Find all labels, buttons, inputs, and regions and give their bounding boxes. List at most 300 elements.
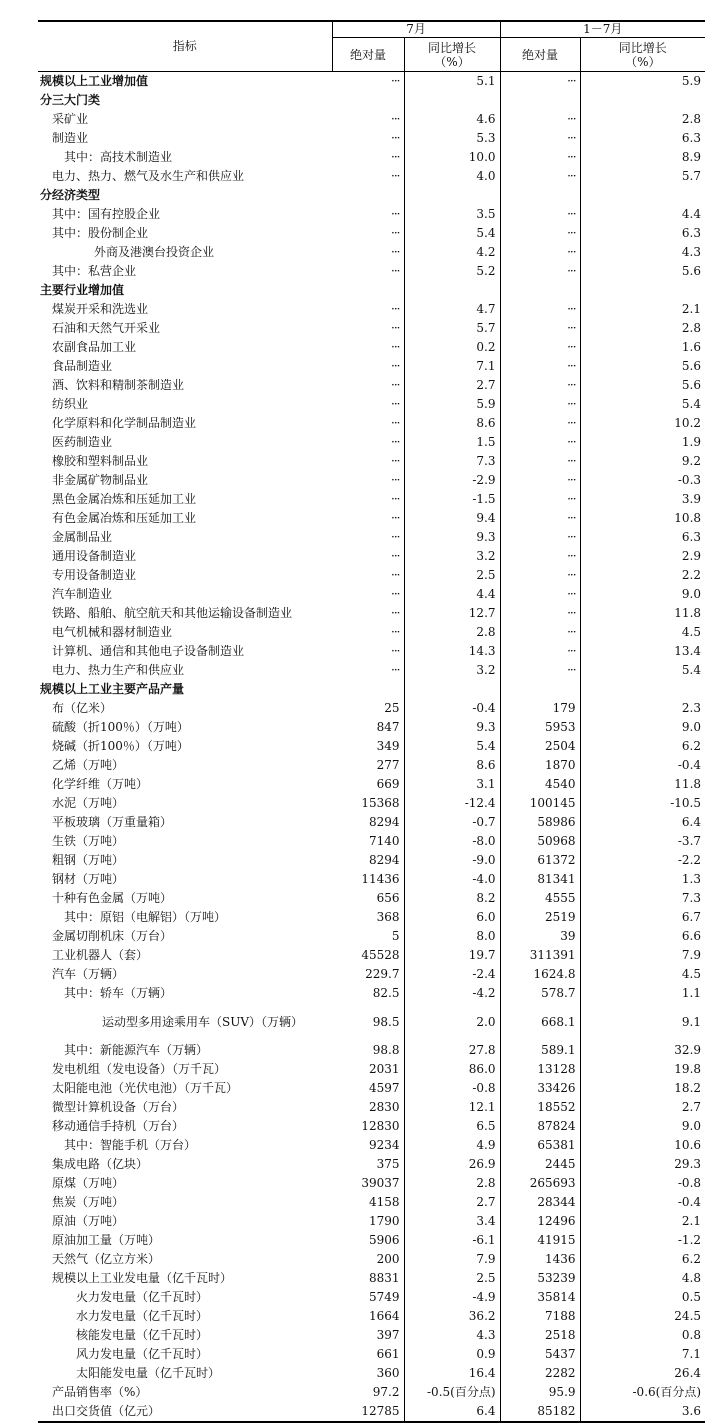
month-absolute-value: ··· [332,642,404,661]
month-absolute-value: 98.8 [332,1041,404,1060]
month-yoy-growth: 12.1 [404,1098,500,1117]
ytd-yoy-growth: 10.6 [674,1138,702,1152]
month-absolute-value: 5906 [332,1231,404,1250]
ytd-yoy-growth: 2.8 [681,112,702,126]
month-absolute-value: 8831 [332,1269,404,1288]
month-absolute-value: ··· [332,566,404,585]
month-yoy-growth: 1.5 [404,433,500,452]
table-row [38,737,705,756]
row-indicator-name: 黑色金属冶炼和压延加工业 [52,492,197,506]
header-period-month: 7月 [332,21,500,38]
month-absolute-value: 15368 [332,794,404,813]
month-yoy-growth: 5.9 [404,395,500,414]
month-yoy-growth: 8.6 [404,756,500,775]
table-row [38,1212,705,1231]
ytd-yoy-growth: 3.6 [681,1404,702,1418]
ytd-yoy-growth: 5.6 [681,264,702,278]
ytd-absolute-value: 311391 [500,946,580,965]
table-row [38,1307,705,1326]
ytd-yoy-growth: 1.1 [681,986,702,1000]
month-yoy-growth: 5.4 [404,737,500,756]
row-indicator-name: 其中：原铝（电解铝）（万吨） [64,910,227,924]
table-row [38,1079,705,1098]
row-indicator-name: 原煤（万吨） [52,1176,125,1190]
month-absolute-value [332,281,404,300]
ytd-absolute-value: ··· [500,262,580,281]
row-indicator-name: 主要行业增加值 [40,283,125,297]
month-absolute-value: ··· [332,319,404,338]
table-row [38,927,705,946]
ytd-yoy-growth: 9.0 [681,587,702,601]
ytd-absolute-value: 1624.8 [500,965,580,984]
month-yoy-growth: 86.0 [404,1060,500,1079]
ytd-yoy-growth: 9.0 [681,720,702,734]
row-indicator-name: 分三大门类 [40,93,101,107]
month-yoy-growth: -2.9 [404,471,500,490]
row-indicator-name: 有色金属冶炼和压延加工业 [52,511,197,525]
table-row [38,984,705,1003]
month-absolute-value: ··· [332,129,404,148]
ytd-absolute-value: ··· [500,452,580,471]
ytd-absolute-value: ··· [500,167,580,186]
ytd-yoy-growth: -3.7 [677,834,702,848]
ytd-yoy-growth: 32.9 [674,1043,702,1057]
ytd-absolute-value: 668.1 [500,1003,580,1041]
month-yoy-growth: 5.4 [404,224,500,243]
row-indicator-name: 布（亿米） [52,701,113,715]
table-row [38,357,705,376]
table-row [38,1193,705,1212]
row-indicator-name: 移动通信手持机（万台） [52,1119,185,1133]
header-yoy-month: 同比增长 （%） [404,38,500,72]
row-indicator-name: 煤炭开采和洗选业 [52,302,149,316]
month-yoy-growth: 7.9 [404,1250,500,1269]
ytd-yoy-growth: 4.8 [681,1271,702,1285]
table-row [38,566,705,585]
month-absolute-value: 39037 [332,1174,404,1193]
ytd-absolute-value: ··· [500,357,580,376]
month-yoy-growth: 2.7 [404,1193,500,1212]
ytd-absolute-value: 58986 [500,813,580,832]
row-indicator-name: 水力发电量（亿千瓦时） [76,1309,209,1323]
row-indicator-name: 规模以上工业发电量（亿千瓦时） [52,1271,233,1285]
ytd-yoy-growth: -0.8 [677,1176,702,1190]
month-absolute-value: ··· [332,661,404,680]
ytd-yoy-growth: 9.2 [681,454,702,468]
ytd-yoy-growth: 0.8 [681,1328,702,1342]
table-row [38,547,705,566]
ytd-yoy-growth: 2.1 [681,302,702,316]
month-absolute-value: ··· [332,414,404,433]
row-indicator-name [38,1003,332,1041]
month-absolute-value: ··· [332,490,404,509]
ytd-absolute-value: 33426 [500,1079,580,1098]
ytd-yoy-growth: 29.3 [674,1157,702,1171]
month-yoy-growth: 3.5 [404,205,500,224]
ytd-absolute-value: 4540 [500,775,580,794]
row-indicator-name: 水泥（万吨） [52,796,125,810]
ytd-absolute-value: ··· [500,547,580,566]
month-yoy-growth: 14.3 [404,642,500,661]
row-indicator-name: 集成电路（亿块） [52,1157,149,1171]
row-indicator-name: 外商及港澳台投资企业 [94,245,215,259]
table-row [38,965,705,984]
row-indicator-name: 风力发电量（亿千瓦时） [76,1347,209,1361]
ytd-absolute-value: ··· [500,338,580,357]
month-absolute-value: ··· [332,110,404,129]
ytd-yoy-growth: -0.6(百分点) [632,1385,702,1399]
table-row [38,661,705,680]
month-yoy-growth: 4.6 [404,110,500,129]
table-row [38,604,705,623]
row-indicator-name: 平板玻璃（万重量箱） [52,815,173,829]
row-indicator-name: 原油加工量（万吨） [52,1233,161,1247]
row-indicator-name: 太阳能发电量（亿千瓦时） [76,1366,221,1380]
month-absolute-value: 1664 [332,1307,404,1326]
month-yoy-growth: 6.5 [404,1117,500,1136]
table-row [38,1060,705,1079]
ytd-yoy-growth [580,186,705,205]
ytd-yoy-growth: 9.1 [681,1014,702,1029]
table-row [38,300,705,319]
ytd-yoy-growth: 5.6 [681,378,702,392]
month-absolute-value: ··· [332,148,404,167]
row-indicator-name: 铁路、船舶、航空航天和其他运输设备制造业 [52,606,293,620]
ytd-yoy-growth: 11.8 [674,777,702,791]
section-row [38,186,705,205]
month-yoy-growth: 5.3 [404,129,500,148]
month-yoy-growth: 4.4 [404,585,500,604]
row-indicator-name: 化学原料和化学制品制造业 [52,416,197,430]
table-row [38,908,705,927]
month-yoy-growth: 3.2 [404,661,500,680]
row-indicator-name: 烧碱（折100％）（万吨） [52,739,189,753]
month-yoy-growth: -4.9 [404,1288,500,1307]
month-yoy-growth: 2.8 [404,1174,500,1193]
month-yoy-growth: 2.0 [404,1003,500,1041]
row-indicator-name: 太阳能电池（光伏电池）（万千瓦） [52,1081,239,1095]
table-row [38,1326,705,1345]
month-yoy-growth: 3.2 [404,547,500,566]
ytd-yoy-growth: 2.2 [681,568,702,582]
ytd-yoy-growth: -2.2 [677,853,702,867]
table-row [38,433,705,452]
ytd-absolute-value: 13128 [500,1060,580,1079]
month-absolute-value: ··· [332,262,404,281]
month-absolute-value: 11436 [332,870,404,889]
ytd-yoy-growth: 5.4 [681,397,702,411]
row-indicator-name: 电力、热力、燃气及水生产和供应业 [52,169,245,183]
row-indicator-name: 钢材（万吨） [52,872,125,886]
header-period-ytd: 1－7月 [500,21,705,38]
section-row [38,91,705,110]
ytd-yoy-growth: 6.4 [681,815,702,829]
table-row [38,148,705,167]
ytd-yoy-growth: 4.4 [681,207,702,221]
section-row [38,281,705,300]
month-absolute-value: ··· [332,357,404,376]
month-absolute-value [332,186,404,205]
month-absolute-value: 82.5 [332,984,404,1003]
month-absolute-value: 7140 [332,832,404,851]
month-yoy-growth: 3.4 [404,1212,500,1231]
month-absolute-value: ··· [332,528,404,547]
row-indicator-name: 金属制品业 [52,530,113,544]
statistics-table-container [38,20,705,1423]
table-row [38,718,705,737]
table-row [38,642,705,661]
ytd-absolute-value: 95.9 [500,1383,580,1402]
month-absolute-value: 8294 [332,851,404,870]
ytd-absolute-value: 28344 [500,1193,580,1212]
month-absolute-value: 9234 [332,1136,404,1155]
month-absolute-value: ··· [332,452,404,471]
ytd-yoy-growth: 3.9 [681,492,702,506]
row-indicator-name: 核能发电量（亿千瓦时） [76,1328,209,1342]
row-indicator-name-text: 运动型多用途乘用车（SUV）（万辆） [102,1015,304,1029]
month-yoy-growth: 2.8 [404,623,500,642]
month-yoy-growth: -6.1 [404,1231,500,1250]
month-yoy-growth: -9.0 [404,851,500,870]
table-row [38,946,705,965]
ytd-absolute-value: 5437 [500,1345,580,1364]
month-yoy-growth: 5.7 [404,319,500,338]
table-row [38,623,705,642]
ytd-yoy-growth: 2.9 [681,549,702,563]
ytd-yoy-growth: 7.3 [681,891,702,905]
row-indicator-name: 规模以上工业主要产品产量 [40,682,185,696]
month-absolute-value: 5749 [332,1288,404,1307]
row-indicator-name: 汽车制造业 [52,587,113,601]
ytd-yoy-growth: 1.3 [681,872,702,886]
ytd-absolute-value: 81341 [500,870,580,889]
row-indicator-name: 天然气（亿立方米） [52,1252,161,1266]
ytd-absolute-value: ··· [500,414,580,433]
table-row [38,509,705,528]
table-row [38,1098,705,1117]
table-row [38,490,705,509]
row-indicator-name: 生铁（万吨） [52,834,125,848]
ytd-yoy-growth: 5.9 [681,74,702,88]
table-row [38,376,705,395]
ytd-yoy-growth: 2.8 [681,321,702,335]
ytd-absolute-value: 53239 [500,1269,580,1288]
row-indicator-name: 非金属矿物制品业 [52,473,149,487]
row-indicator-name: 电力、热力生产和供应业 [52,663,185,677]
table-row [38,319,705,338]
table-row [38,756,705,775]
month-absolute-value: 847 [332,718,404,737]
month-yoy-growth: -12.4 [404,794,500,813]
month-absolute-value: ··· [332,205,404,224]
ytd-absolute-value: 85182 [500,1402,580,1422]
ytd-yoy-growth: 6.3 [681,226,702,240]
month-yoy-growth: 0.2 [404,338,500,357]
ytd-absolute-value: 1870 [500,756,580,775]
ytd-absolute-value: 7188 [500,1307,580,1326]
ytd-absolute-value [500,680,580,699]
header-abs-ytd: 绝对量 [500,38,580,72]
ytd-absolute-value: 87824 [500,1117,580,1136]
month-yoy-growth: 9.3 [404,718,500,737]
row-indicator-name: 采矿业 [52,112,89,126]
month-absolute-value: 349 [332,737,404,756]
ytd-absolute-value: 578.7 [500,984,580,1003]
month-absolute-value: 12830 [332,1117,404,1136]
month-yoy-growth [404,680,500,699]
table-row [38,1231,705,1250]
ytd-yoy-growth: 19.8 [674,1062,702,1076]
row-indicator-name: 专用设备制造业 [52,568,137,582]
month-yoy-growth: -0.8 [404,1079,500,1098]
month-yoy-growth: -0.4 [404,699,500,718]
ytd-absolute-value: ··· [500,395,580,414]
month-absolute-value: ··· [332,376,404,395]
industrial-statistics-table [38,20,705,1423]
row-indicator-name: 工业机器人（套） [52,948,149,962]
month-absolute-value: 229.7 [332,965,404,984]
ytd-absolute-value: 2519 [500,908,580,927]
month-yoy-growth: -4.2 [404,984,500,1003]
ytd-absolute-value: 1436 [500,1250,580,1269]
table-row [38,1003,705,1041]
month-yoy-growth: 8.6 [404,414,500,433]
row-indicator-name: 橡胶和塑料制品业 [52,454,149,468]
row-indicator-name: 化学纤维（万吨） [52,777,149,791]
month-yoy-growth: 3.1 [404,775,500,794]
month-yoy-growth [404,186,500,205]
ytd-absolute-value: ··· [500,490,580,509]
ytd-absolute-value: 50968 [500,832,580,851]
ytd-yoy-growth: -1.2 [677,1233,702,1247]
month-absolute-value: ··· [332,471,404,490]
month-yoy-growth: 4.7 [404,300,500,319]
ytd-yoy-growth: 6.3 [681,530,702,544]
month-absolute-value: ··· [332,585,404,604]
ytd-absolute-value: 589.1 [500,1041,580,1060]
month-yoy-growth: 36.2 [404,1307,500,1326]
table-row [38,243,705,262]
table-row [38,167,705,186]
ytd-yoy-growth: 1.6 [681,340,702,354]
row-indicator-name: 其中：私营企业 [52,264,137,278]
table-row [38,528,705,547]
row-indicator-name: 计算机、通信和其他电子设备制造业 [52,644,245,658]
ytd-yoy-growth: 10.2 [674,416,702,430]
ytd-absolute-value: ··· [500,205,580,224]
ytd-yoy-growth: 26.4 [674,1366,702,1380]
ytd-absolute-value: 2282 [500,1364,580,1383]
ytd-absolute-value: ··· [500,585,580,604]
month-yoy-growth: 27.8 [404,1041,500,1060]
row-indicator-name: 粗钢（万吨） [52,853,125,867]
month-absolute-value: 45528 [332,946,404,965]
ytd-absolute-value [500,91,580,110]
ytd-yoy-growth [580,91,705,110]
row-indicator-name: 规模以上工业增加值 [40,74,149,88]
month-yoy-growth: 9.3 [404,528,500,547]
table-row [38,414,705,433]
ytd-absolute-value: ··· [500,319,580,338]
row-indicator-name: 发电机组（发电设备）（万千瓦） [52,1062,227,1076]
month-absolute-value: ··· [332,433,404,452]
month-yoy-growth: 2.5 [404,1269,500,1288]
month-yoy-growth: 5.2 [404,262,500,281]
ytd-yoy-growth: 5.6 [681,359,702,373]
ytd-yoy-growth: 13.4 [674,644,702,658]
ytd-absolute-value: ··· [500,642,580,661]
table-row [38,1402,705,1422]
ytd-absolute-value: ··· [500,661,580,680]
month-yoy-growth: 2.7 [404,376,500,395]
month-yoy-growth: 9.4 [404,509,500,528]
table-row [38,224,705,243]
month-absolute-value: 98.5 [332,1003,404,1041]
row-indicator-name: 酒、饮料和精制茶制造业 [52,378,185,392]
month-absolute-value: ··· [332,395,404,414]
month-yoy-growth: 6.4 [404,1402,500,1422]
ytd-yoy-growth: 2.3 [681,701,702,715]
ytd-yoy-growth: 11.8 [674,606,702,620]
month-absolute-value: ··· [332,167,404,186]
ytd-absolute-value: 265693 [500,1174,580,1193]
header-yoy-ytd: 同比增长 （%） [618,40,667,69]
row-indicator-name: 分经济类型 [40,188,101,202]
ytd-yoy-growth: -0.3 [677,473,702,487]
row-indicator-name: 十种有色金属（万吨） [52,891,173,905]
ytd-yoy-growth: 0.5 [681,1290,702,1304]
ytd-absolute-value [500,186,580,205]
table-row [38,1364,705,1383]
month-yoy-growth: 0.9 [404,1345,500,1364]
table-row [38,1250,705,1269]
row-indicator-name: 其中：轿车（万辆） [64,986,173,1000]
row-indicator-name: 医药制造业 [52,435,113,449]
row-indicator-name: 农副食品加工业 [52,340,137,354]
ytd-yoy-growth: 2.7 [681,1100,702,1114]
month-absolute-value: ··· [332,243,404,262]
table-row [38,452,705,471]
row-indicator-name: 纺织业 [52,397,89,411]
row-indicator-name: 石油和天然气开采业 [52,321,161,335]
ytd-yoy-growth: 4.5 [681,625,702,639]
table-row [38,889,705,908]
ytd-absolute-value: ··· [500,528,580,547]
table-row [38,813,705,832]
ytd-absolute-value: 35814 [500,1288,580,1307]
month-yoy-growth [404,281,500,300]
row-indicator-name: 通用设备制造业 [52,549,137,563]
row-indicator-name: 其中：高技术制造业 [64,150,173,164]
ytd-absolute-value: ··· [500,243,580,262]
ytd-yoy-growth: -10.5 [670,796,702,810]
month-yoy-growth: 6.0 [404,908,500,927]
row-indicator-name: 制造业 [52,131,89,145]
month-absolute-value: 360 [332,1364,404,1383]
month-yoy-growth: 2.5 [404,566,500,585]
month-absolute-value: 2031 [332,1060,404,1079]
month-absolute-value: 8294 [332,813,404,832]
month-absolute-value: 277 [332,756,404,775]
ytd-yoy-growth: 6.6 [681,929,702,943]
ytd-absolute-value: 2504 [500,737,580,756]
ytd-yoy-growth: 6.7 [681,910,702,924]
month-yoy-growth: -1.5 [404,490,500,509]
month-absolute-value: ··· [332,224,404,243]
month-yoy-growth: -0.7 [404,813,500,832]
ytd-absolute-value: ··· [500,72,580,92]
month-absolute-value: ··· [332,547,404,566]
